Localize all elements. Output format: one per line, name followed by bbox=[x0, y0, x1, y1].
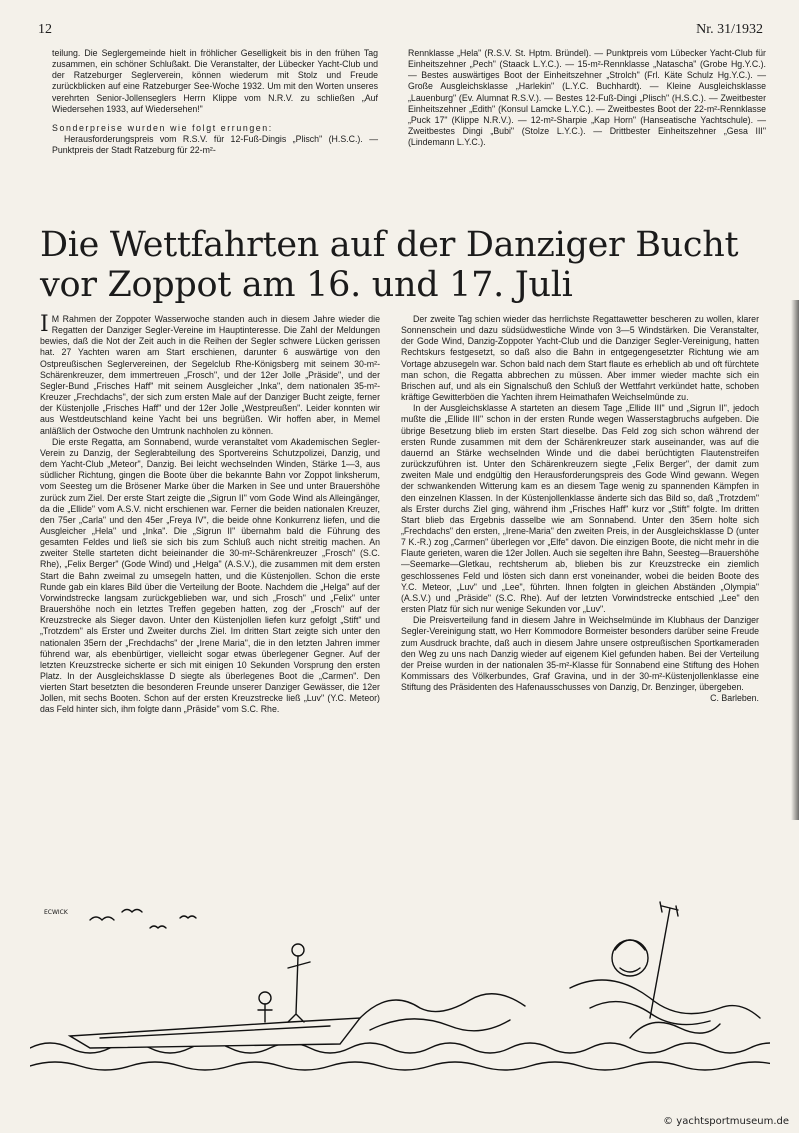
author-signature: C. Barleben. bbox=[710, 693, 759, 704]
spray bbox=[360, 994, 525, 1018]
closing-paragraph: teilung. Die Seglergemeinde hielt in fröhlicher Geselligkeit bis in den frühen Tag zusammen, ein schöner Schlußakt. Die Veranstalter, der Lübecker Yacht-Club und der Ratzeburger Seglerverein, können wiederum mit Stolz und Freude zurückblicken auf eine Ratzeburger See-Woche 1932. Um mit den Worten unseres verehrten Senior-Jollenseglers Herrn Klippe vom N.R.V. zu schließen „Auf Wiedersehen 1933, auf Wiedersehen!" bbox=[52, 48, 378, 114]
article-paragraph bbox=[40, 314, 380, 437]
article-paragraph: In der Ausgleichsklasse A starteten an diesem Tage „Ellide III" und „Sigrun II", jedoch mußte die „Ellide III" schon in der ersten Runde wegen Wasserstagbruchs aufgeben. Die übrige Besetzung blieb im ersten Start dieselbe. Das Feld zog sich schon während der ersten Runde zusammen mit dem der Schärenkreuzer stark auseinander, was auf die dauernd an Stärke wechselnden Winde und die dabei berüchtigten Flautenstreifen zurückzuführen ist. Unter den Schärenkreuzern siegte „Felix Berger", der damit zum zweiten Male und endgültig den Herausforderungspreis des Gode Wind gewann. Wegen der schwankenden Witterung kam es an diesem Tage wenig zu spannenden Kämpfen in den einzelnen Klassen. In der Küstenjollenklasse änderte sich das Bild so, daß „Trotzdem" als Erster durchs Ziel ging, während ihm „Frisches Haff" kurz vor „Stift" folgte. Im dritten Start blieb das Ergebnis dasselbe wie am Sonnabend. Unter den 35ern holte sich „Frechdachs" den ersten, „Irene-Maria" den zweiten Preis, in der Ausgleichsklasse D (unter 7 K.-R.) zog „Carmen" überlegen vor „Elfe" davon. Die einzigen Boote, die nicht mehr in die Flaute gerieten, waren die 12er Jollen. Auch sie segelten ihre Bahn, Seesteg—Brauershöhe—Seemarke—Gletkau, rechtsherum ab, blieben bis zur Kreuzstrecke ein ziemlich geschlossenes Feld und lösten sich dann erst voneinander, wobei die beiden Boote des Y.C. Meteor, „Luv" und „Lee", führten. Ihnen folgten in gleichen Abständen „Olympia" (A.S.V.) und „Präside" (S.C. Rhe). Auf der letzten Vorwindstrecke entschied „Lee" den ersten Platz für sich nur wenige Sekunden vor „Luv". bbox=[401, 403, 759, 615]
headline-line-1: Die Wettfahrten auf der Danziger Bucht bbox=[40, 225, 739, 265]
boat-hull bbox=[70, 1018, 360, 1048]
article-column-right bbox=[401, 314, 759, 704]
regatta-illustration bbox=[30, 898, 770, 1088]
page-edge-shadow bbox=[791, 300, 799, 820]
prize-list-text: Rennklasse „Hela" (R.S.V. St. Hptm. Bründel). — Punktpreis vom Lübecker Yacht-Club für Einheitszehner „Pech" (Staack L.Y.C.). — 15-m²-Rennklasse „Natascha" (Grobe Hg.Y.C.). — Bestes auswärtiges Boot der Einheitszehner „Strolch" (Frl. Käte Schulz Hg.Y.C.). — Große Ausgleichsklasse „Harlekin" (L.Y.C. Buchhardt). — Kleine Ausgleichsklasse „Lauenburg" (Ev. Alumnat R.S.V.). — Bestes 12-Fuß-Dingi „Plisch" (H.S.C.). — Zweitbester Einheitszehner „Edith" (Konsul Lamcke L.Y.C.). — Zweitbestes Boot der 22-m²-Rennklasse „Puck 17" (Klippe N.R.V.). — 12-m²-Sharpie „Kap Horn" (Hanseatische Yachtschule). — Zweitbestes Dingi „Bubi" (Stolze L.Y.C.). — Drittbester Einheitszehner „Gesa III" (Lindemann L.Y.C.). bbox=[408, 48, 766, 148]
article-paragraph: Die erste Regatta, am Sonnabend, wurde veranstaltet vom Akademischen Segler-Verein zu Danzig, der Seglerabteilung des Sportvereins Schutzpolizei, Danzig, und dem Yacht-Club „Meteor", Danzig. Bei leicht wechselnden Winden, Stärke 1—3, aus südlicher Richtung, gingen die Boote über die bekannte Bahn vor Zoppot linksherum, vom Seesteg um die Brösener Marke über die Marken in See und unter Brauershöhe zurück zum Ziel. Der erste Start zeigte die „Sigrun II" vom Gode Wind als Alleingänger, da die „Ellide" vom A.S.V. nicht erschienen war. Ferner die beiden nationalen Kreuzer, den 75er „Carla" und den 45er „Freya IV", die beide ohne Konkurrenz liefen, und die Ausgleicher „Hela" und „Inka". Die „Sigrun II" übernahm bald die Führung des gesamten Feldes und ließ sie sich bis zum Schluß auch nicht streitig machen. An zweiter Stelle starteten dicht beieinander die 30-m²-Schärenkreuzer „Frosch" (S.C. Rhe), „Felix Berger" (Gode Wind) und „Helga" (A.S.V.), die zusammen mit dem ersten Start die Bahn zweimal zu umsegeln hatten, und die Küstenjollen. Schon die erste Runde gab ein klares Bild über die Verteilung der Boote. Nachdem die „Helga" auf der Vorwindstrecke langsam zurückgeblieben war, und sich „Frosch" und „Felix" unter Brauershöhe noch ein letztes Treffen gegeben hatten, zog der „Frosch" auf der Kreuzstrecke als Sieger davon. Unter den Küstenjollen liefen kurz gefolgt „Stift" und „Trotzdem" als Erster und Zweiter durchs Ziel. Im dritten Start zeigte sich unter den nationalen 35ern der „Frechdachs" der „Irene Maria", die in den letzten Jahren immer führend war, als ebenbürtiger, vielleicht sogar etwas überlegener Gegner. Auf der letzten Kreuzstrecke sicherte er sich mit einigen 10 Sekunden Vorsprung den ersten Platz. In der Ausgleichsklasse D siegte als überlegenes Boot die „Carmen". Den vierten Start besetzten die besonderen Freunde unserer Danziger Gewässer, die 12er Jollen, mit sechs Booten. Schon auf der ersten Kreuzstrecke ließ „Luv" (Y.C. Meteor) das Feld hinter sich, ihm folgte dann „Präside" vom S.C. Rhe. bbox=[40, 436, 380, 715]
previous-article-end bbox=[52, 48, 378, 156]
article-paragraph: Der zweite Tag schien wieder das herrlichste Regattawetter bescheren zu wollen, klarer Sonnenschein und dazu südsüdwestliche Winde von 3—5 Windstärken. Die Veranstalter, der Gode Wind, Danzig-Zoppoter Yacht-Club und die Danziger Segler-Vereinigung, hatten Rechtskurs festgesetzt, so daß also die Bahn in entgegengesetzter Richtung wie am Vortage abzusegeln war. Schon bald nach dem Start flaute es erheblich ab und oft fürchtete man schon, die Regatta abbrechen zu müssen. Aber immer wieder machte sich ein Brischen auf, und als ein Signalschuß den Schluß der Wettfahrt verkündet hatte, schoben kräftige Gewitterböen die Yachten ihrem Heimathafen Weichselmünde zu. bbox=[401, 314, 759, 403]
seagull-icon bbox=[90, 917, 114, 920]
sailor-figure bbox=[292, 944, 304, 956]
artist-signature: ECWICK bbox=[44, 909, 68, 916]
seagull-icon bbox=[180, 916, 196, 918]
neptune-head bbox=[612, 940, 648, 976]
sailor-figure bbox=[259, 992, 271, 1004]
wave-line bbox=[30, 1062, 770, 1070]
headline-line-2: vor Zoppot am 16. und 17. Juli bbox=[40, 265, 573, 305]
drop-cap: I bbox=[40, 312, 49, 337]
prize-heading: Sonderpreise wurden wie folgt errungen: bbox=[52, 122, 273, 133]
page-number: 12 bbox=[38, 22, 52, 37]
article-paragraph-text: M Rahmen der Zoppoter Wasserwoche standen auch in diesem Jahre wieder die Regatten der Danziger Segler-Vereine im Hauptinteresse. Die Zahl der Meldungen bewies, daß die Not der Zeit auch in die Reihen der Segler schwere Lücken gerissen hat. 27 Yachten waren am Start erschienen, darunter 6 auswärtige von den Ostpreußischen Seglervereinen, der Segelclub Rhe-Königsberg mit seinem 30-m²-Schärenkreuzer, dem immertreuen „Frosch", und der 12er Jolle „Präside", und der Segler-Bund „Frisches Haff" mit seinem Ausgleicher „Inka", dem nationalen 35-m²-Kreuzer „Frechdachs", der sich zum ersten Male auf der Danziger Bucht zeigte, ferner der Küstenjolle „Frisches Haff" und der 12er Jolle „Westpreußen". Leider konnten wir aus Westdeutschland keine Yacht bei uns begrüßen. Wir hoffen aber, in Memel anläßlich der Ostwoche den Umtrunk nachholen zu können. bbox=[40, 314, 380, 436]
article-column-left bbox=[40, 314, 380, 716]
seagull-icon bbox=[122, 910, 142, 913]
prize-list-continued bbox=[408, 48, 766, 148]
article-paragraph: Die Preisverteilung fand in diesem Jahre in Weichselmünde im Klubhaus der Danziger Segler-Vereinigung statt, wo Herr Kommodore Bormeister besonders darüber seine Freude zum Ausdruck brachte, daß auch in diesem Jahre unsere ostpreußischen Sportkameraden den Weg zu uns nach Danzig wieder auf eigenem Kiel gefunden haben. Bei der Verteilung der Preise wurden in der nationalen 35-m²-Klasse für Sonnabend eine Stiftung des Hohen Kommissars des Völkerbundes, Graf Gravina, und in der 30-m²-Küstenjollenklasse eine Stiftung des Präsidenten des Hafenausschusses von Danzig, Dr. Benzinger, übergeben. bbox=[401, 615, 759, 693]
issue-number: Nr. 31/1932 bbox=[696, 22, 763, 37]
seagull-icon bbox=[150, 926, 166, 928]
article-headline bbox=[40, 225, 780, 305]
sea-creature bbox=[570, 980, 760, 1018]
prize-list-start: Herausforderungspreis vom R.S.V. für 12-Fuß-Dingis „Plisch" (H.S.C.). — Punktpreis der Stadt Ratzeburg für 22-m²- bbox=[52, 134, 378, 156]
watermark: © yachtsportmuseum.de bbox=[663, 1116, 789, 1127]
